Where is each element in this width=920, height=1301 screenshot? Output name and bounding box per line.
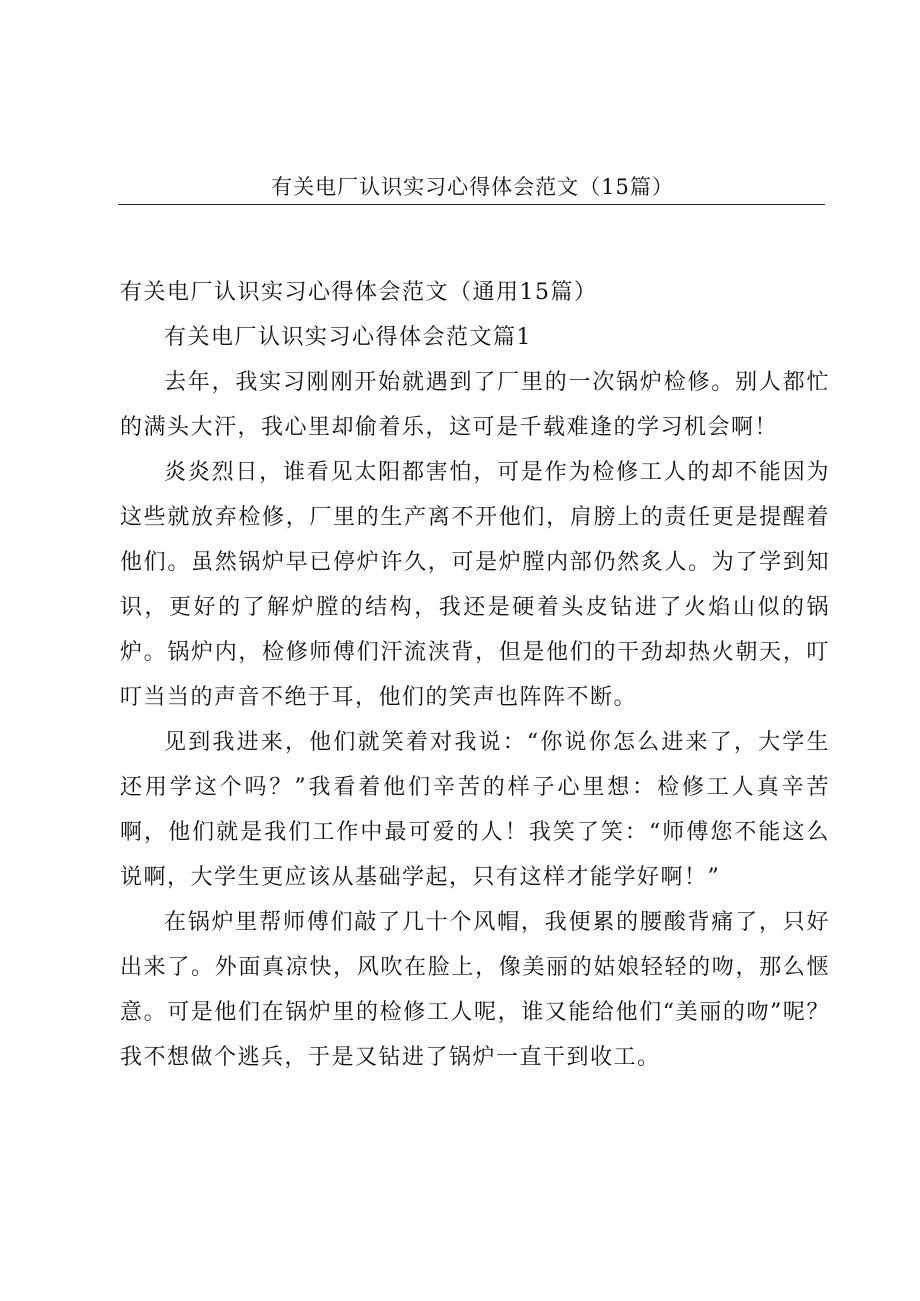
paragraph: 去年，我实习刚刚开始就遇到了厂里的一次锅炉检修。别人都忙的满头大汗，我心里却偷着乐，这可是千载难逢的学习机会啊！: [120, 370, 830, 440]
paragraph: 炎炎烈日，谁看见太阳都害怕，可是作为检修工人的却不能因为这些就放弃检修，厂里的生产离不开他们，肩膀上的责任更是提醒着他们。虽然锅炉早已停炉许久，可是炉膛内部仍然炙人。为了学到知识，更好的了解炉膛的结构，我还是硬着头皮钻进了火焰山似的锅炉。锅炉内，检修师傅们汗流浃背，但是他们的干劲却热火朝天，叮叮当当的声音不绝于耳，他们的笑声也阵阵不断。: [120, 460, 830, 710]
header-title: 有关电厂认识实习心得体会范文（15篇）: [271, 175, 674, 199]
header-rule: [118, 204, 825, 205]
paragraph: 在锅炉里帮师傅们敲了几十个风帽，我便累的腰酸背痛了，只好出来了。外面真凉快，风吹在脸上，像美丽的姑娘轻轻的吻，那么惬意。可是他们在锅炉里的检修工人呢，谁又能给他们“美丽的吻”呢？我不想做个逃兵，于是又钻进了锅炉一直干到收工。: [120, 910, 830, 1070]
main-title: 有关电厂认识实习心得体会范文（通用15篇）: [120, 280, 598, 305]
document-body: [120, 270, 830, 1080]
section-heading: 有关电厂认识实习心得体会范文篇1: [164, 325, 532, 350]
paragraph: 见到我进来，他们就笑着对我说：“你说你怎么进来了，大学生还用学这个吗？”我看着他们辛苦的样子心里想：检修工人真辛苦啊，他们就是我们工作中最可爱的人！我笑了笑：“师傅您不能这么说啊，大学生更应该从基础学起，只有这样才能学好啊！”: [120, 730, 830, 890]
